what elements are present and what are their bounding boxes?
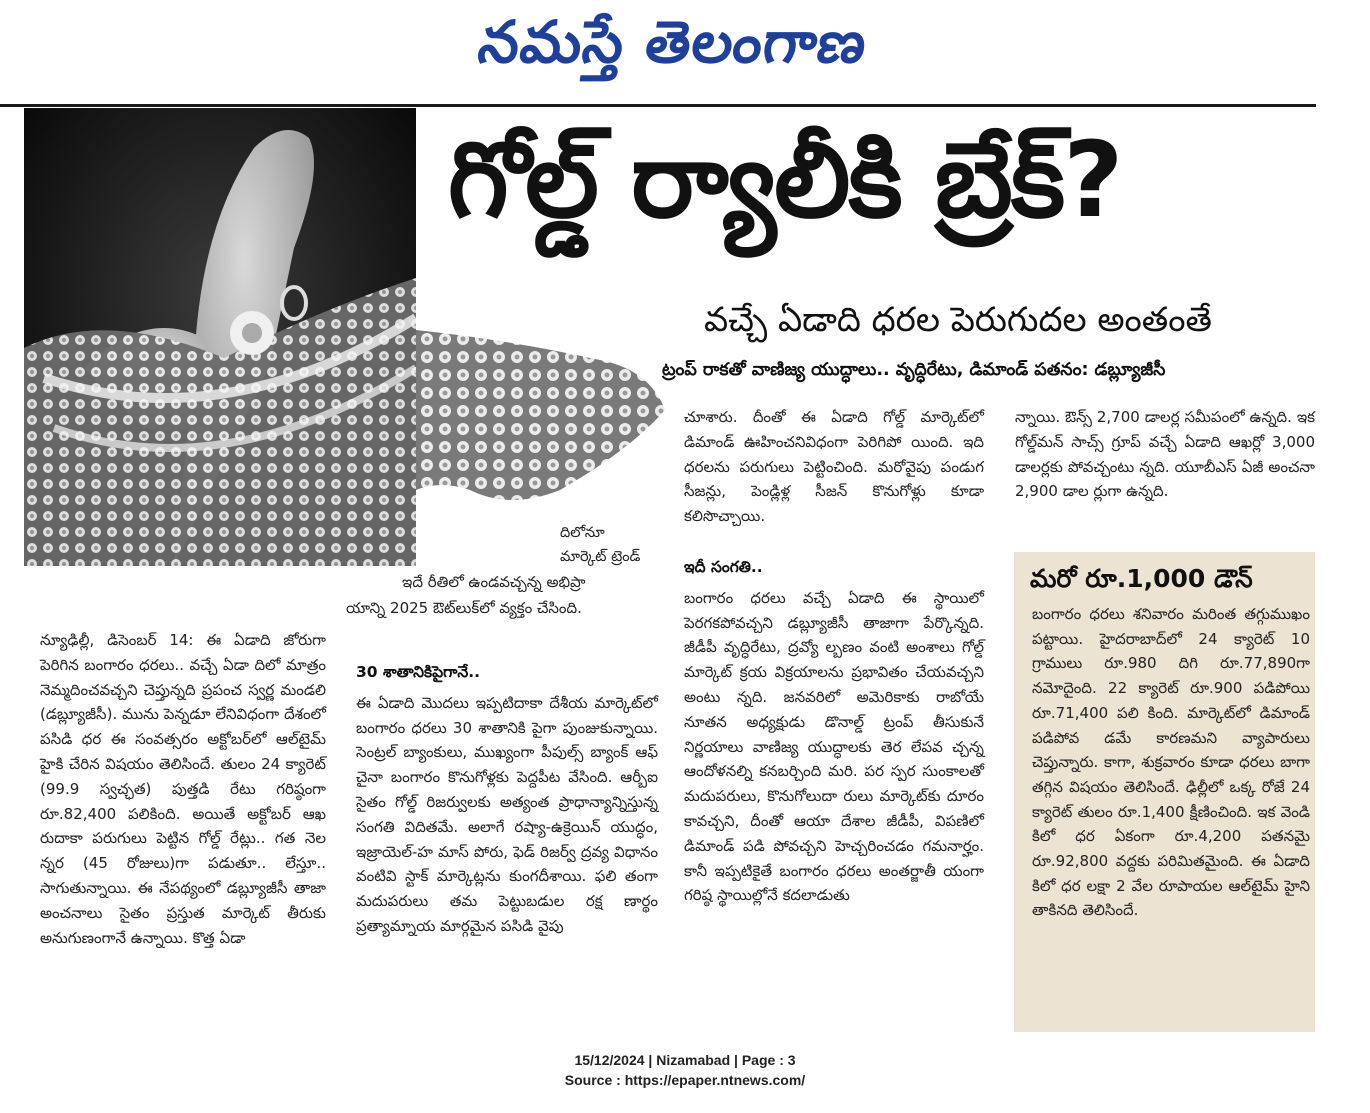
caption-line: యాన్ని 2025 ఔట్‌లుక్‌లో వ్యక్తం చేసింది. [346,599,582,617]
article-column-3 [684,405,984,908]
article-strap: ట్రంప్ రాకతో వాణిజ్య యుద్ధాలు.. వృద్ధిరేటు, డిమాండ్ పతనం: డబ్ల్యూజీసీ [662,360,1166,380]
paragraph: ఈ ఏడాది మొదలు ఇప్పటిదాకా దేశీయ మార్కెట్‌లో బంగారం ధరలు 30 శాతానికి పైగా పుంజుకున్నాయి. సెంట్రల్ బ్యాంకులు, ముఖ్యంగా పీపుల్స్ బ్యాంక్ ఆఫ్ చైనా బంగారం కొనుగోళ్లకు పెద్దపీట వేసింది. ఆర్బీఐ సైతం గోల్డ్ రిజర్వులకు అత్యంత ప్రాధాన్యాన్నిస్తున్న సంగతి విదితమే. అలాగే రష్యా-ఉక్రెయిన్ యుద్ధం, ఇజ్రాయెల్-హ మాస్ పోరు, ఫెడ్ రిజర్వ్ ద్రవ్య విధానం వంటివి స్టాక్ మార్కెట్లను కుంగదీశాయి. ఫలి తంగా మదుపరులు తమ పెట్టుబడుల రక్ష ణార్థం ప్రత్యామ్నాయ మార్గమైన పసిడి వైపు [356,693,658,935]
newspaper-logo[interactable]: నమస్తే తెలంగాణ [474,8,872,76]
section-heading: ఇదీ సంగతి.. [684,557,763,576]
photo-caption [560,521,640,569]
footer-source-link[interactable]: Source : https://epaper.ntnews.com/ [564,1072,806,1088]
sidebar-box[interactable] [1014,552,1315,1032]
page-footer [0,1050,1370,1090]
article-column-1 [40,628,326,950]
caption-continuation-2 [346,596,656,621]
article-headline[interactable]: గోల్డ్ ర్యాలీకి బ్రేక్? [448,119,1122,241]
masthead-rule [0,104,1316,107]
article-deck: వచ్చే ఏడాది ధరల పెరుగుదల అంతంతే [704,300,1212,340]
footer-date-edition: 15/12/2024 | Nizamabad | Page : 3 [574,1052,796,1068]
caption-line: దిలోనూ [560,525,605,541]
paragraph: న్నాయి. ఔన్స్ 2,700 డాలర్ల సమీపంలో ఉన్నది. ఇక గోల్డ్‌మన్ సాచ్స్ గ్రూప్ వచ్చే ఏడాది ఆఖర్లో 3,000 డాలర్లకు పోవచ్చంటు న్నది. యూబీఎస్ ఏజీ అంచనా 2,900 డాల ర్లుగా ఉన్నది. [1015,408,1315,501]
section-heading: 30 శాతానికిపైగానే.. [356,663,481,681]
paragraph: న్యూఢిల్లీ, డిసెంబర్ 14: ఈ ఏడాది జోరుగా పెరిగిన బంగారం ధరలు.. వచ్చే ఏడా దిలో మాత్రం నెమ్మదించవచ్చని చెప్తున్నది ప్రపంచ స్వర్ణ మండలి (డబ్ల్యూజీసీ). మును పెన్నడూ లేనివిధంగా దేశంలో పసిడి ధర ఈ సంవత్సరం అక్టోబర్‌లో ఆల్‌టైమ్ హైకి చేరిన విషయం తెలిసిందే. తులం 24 క్యారెట్ (99.9 స్వచ్ఛత) పుత్తడి రేటు గరిష్ఠంగా రూ.82,400 పలికింది. అయితే అక్టోబర్ ఆఖ రుదాకా పరుగులు పెట్టిన గోల్డ్ రేట్లు.. గత నెల న్నర (45 రోజులు)గా పడుతూ.. లేస్తూ.. సాగుతున్నాయి. ఈ నేపథ్యంలో డబ్ల్యూజీసీ తాజా అంచనాలు సైతం ప్రస్తుత మార్కెట్ తీరుకు అనుగుణంగానే ఉన్నాయి. కొత్త ఏడా [40,631,326,947]
article-column-4 [1015,405,1315,504]
sidebar-title: మరో రూ.1,000 డౌన్ [1030,564,1253,593]
article-column-2 [356,648,658,939]
paragraph: చూశారు. దీంతో ఈ ఏడాది గోల్డ్ మార్కెట్‌లో డిమాండ్ ఊహించనివిధంగా పెరిగిపో యింది. ఇది ధరలను పరుగులు పెట్టించింది. మరోవైపు పండుగ సీజన్లు, పెండ్లిళ్ల సీజన్ కొనుగోళ్లు కూడా కలిసొచ్చాయి. [684,408,984,526]
sidebar-body: బంగారం ధరలు శనివారం మరింత తగ్గుముఖం పట్టాయి. హైదరాబాద్‌లో 24 క్యారెట్ 10 గ్రాములు రూ.980 దిగి రూ.77,890గా నమోదైంది. 22 క్యారెట్ రూ.900 పడిపోయి రూ.71,400 పలి కింది. మార్కెట్‌లో డిమాండ్ పడిపోవ డమే కారణమని వ్యాపారులు చెప్తున్నారు. కాగా, శుక్రవారం కూడా ధరలు బాగా తగ్గిన విషయం తెలిసిందే. ఢిల్లీలో ఒక్క రోజే 24 క్యారెట్ తులం రూ.1,400 క్షీణించింది. ఇక వెండి కిలో ధర ఏకంగా రూ.4,200 పతనమై రూ.92,800 వద్దకు పరిమితమైంది. ఈ ఏడాది కిలో ధర లక్షా 2 వేల రూపాయల ఆల్‌టైమ్ హైని తాకినది తెలిసిందే. [1032,605,1310,920]
paragraph: బంగారం ధరలు వచ్చే ఏడాది ఈ స్థాయిలో పెరగకపోవచ్చని డబ్ల్యూజీసీ తాజాగా పేర్కొన్నది. జీడీపీ వృద్ధిరేటు, ద్రవ్యో ల్బణం వంటి అంశాలు గోల్డ్ మార్కెట్ క్రయ విక్రయాలను ప్రభావితం చేయవచ్చని అంటు న్నది. జనవరిలో అమెరికాకు రాబోయే నూతన అధ్యక్షుడు డొనాల్డ్ ట్రంప్ తీసుకునే నిర్ణయాలు వాణిజ్య యుద్ధాలకు తెర లేపవ చ్చన్న ఆందోళనల్ని కనబర్చింది మరి. పర స్పర సుంకాలతో మదుపరులు, కొనుగోలుదా రులు మార్కెట్‌కు దూరం కావచ్చని, దీంతో ఆయా దేశాల జీడీపీ, విపణిలో డిమాండ్ పడి పోవచ్చని హెచ్చరించడం గమనార్హం. కానీ ఇప్పటికైతే బంగారం ధరలు అంతర్జాతీ యంగా గరిష్ఠ స్థాయిల్లోనే కదలాడుతు [684,588,984,905]
caption-line: మార్కెట్ ట్రెండ్ [560,549,641,565]
caption-continuation [402,570,656,595]
masthead [0,0,1370,104]
caption-line: ఇదే రీతిలో ఉండవచ్చన్న అభిప్రా [402,573,586,591]
